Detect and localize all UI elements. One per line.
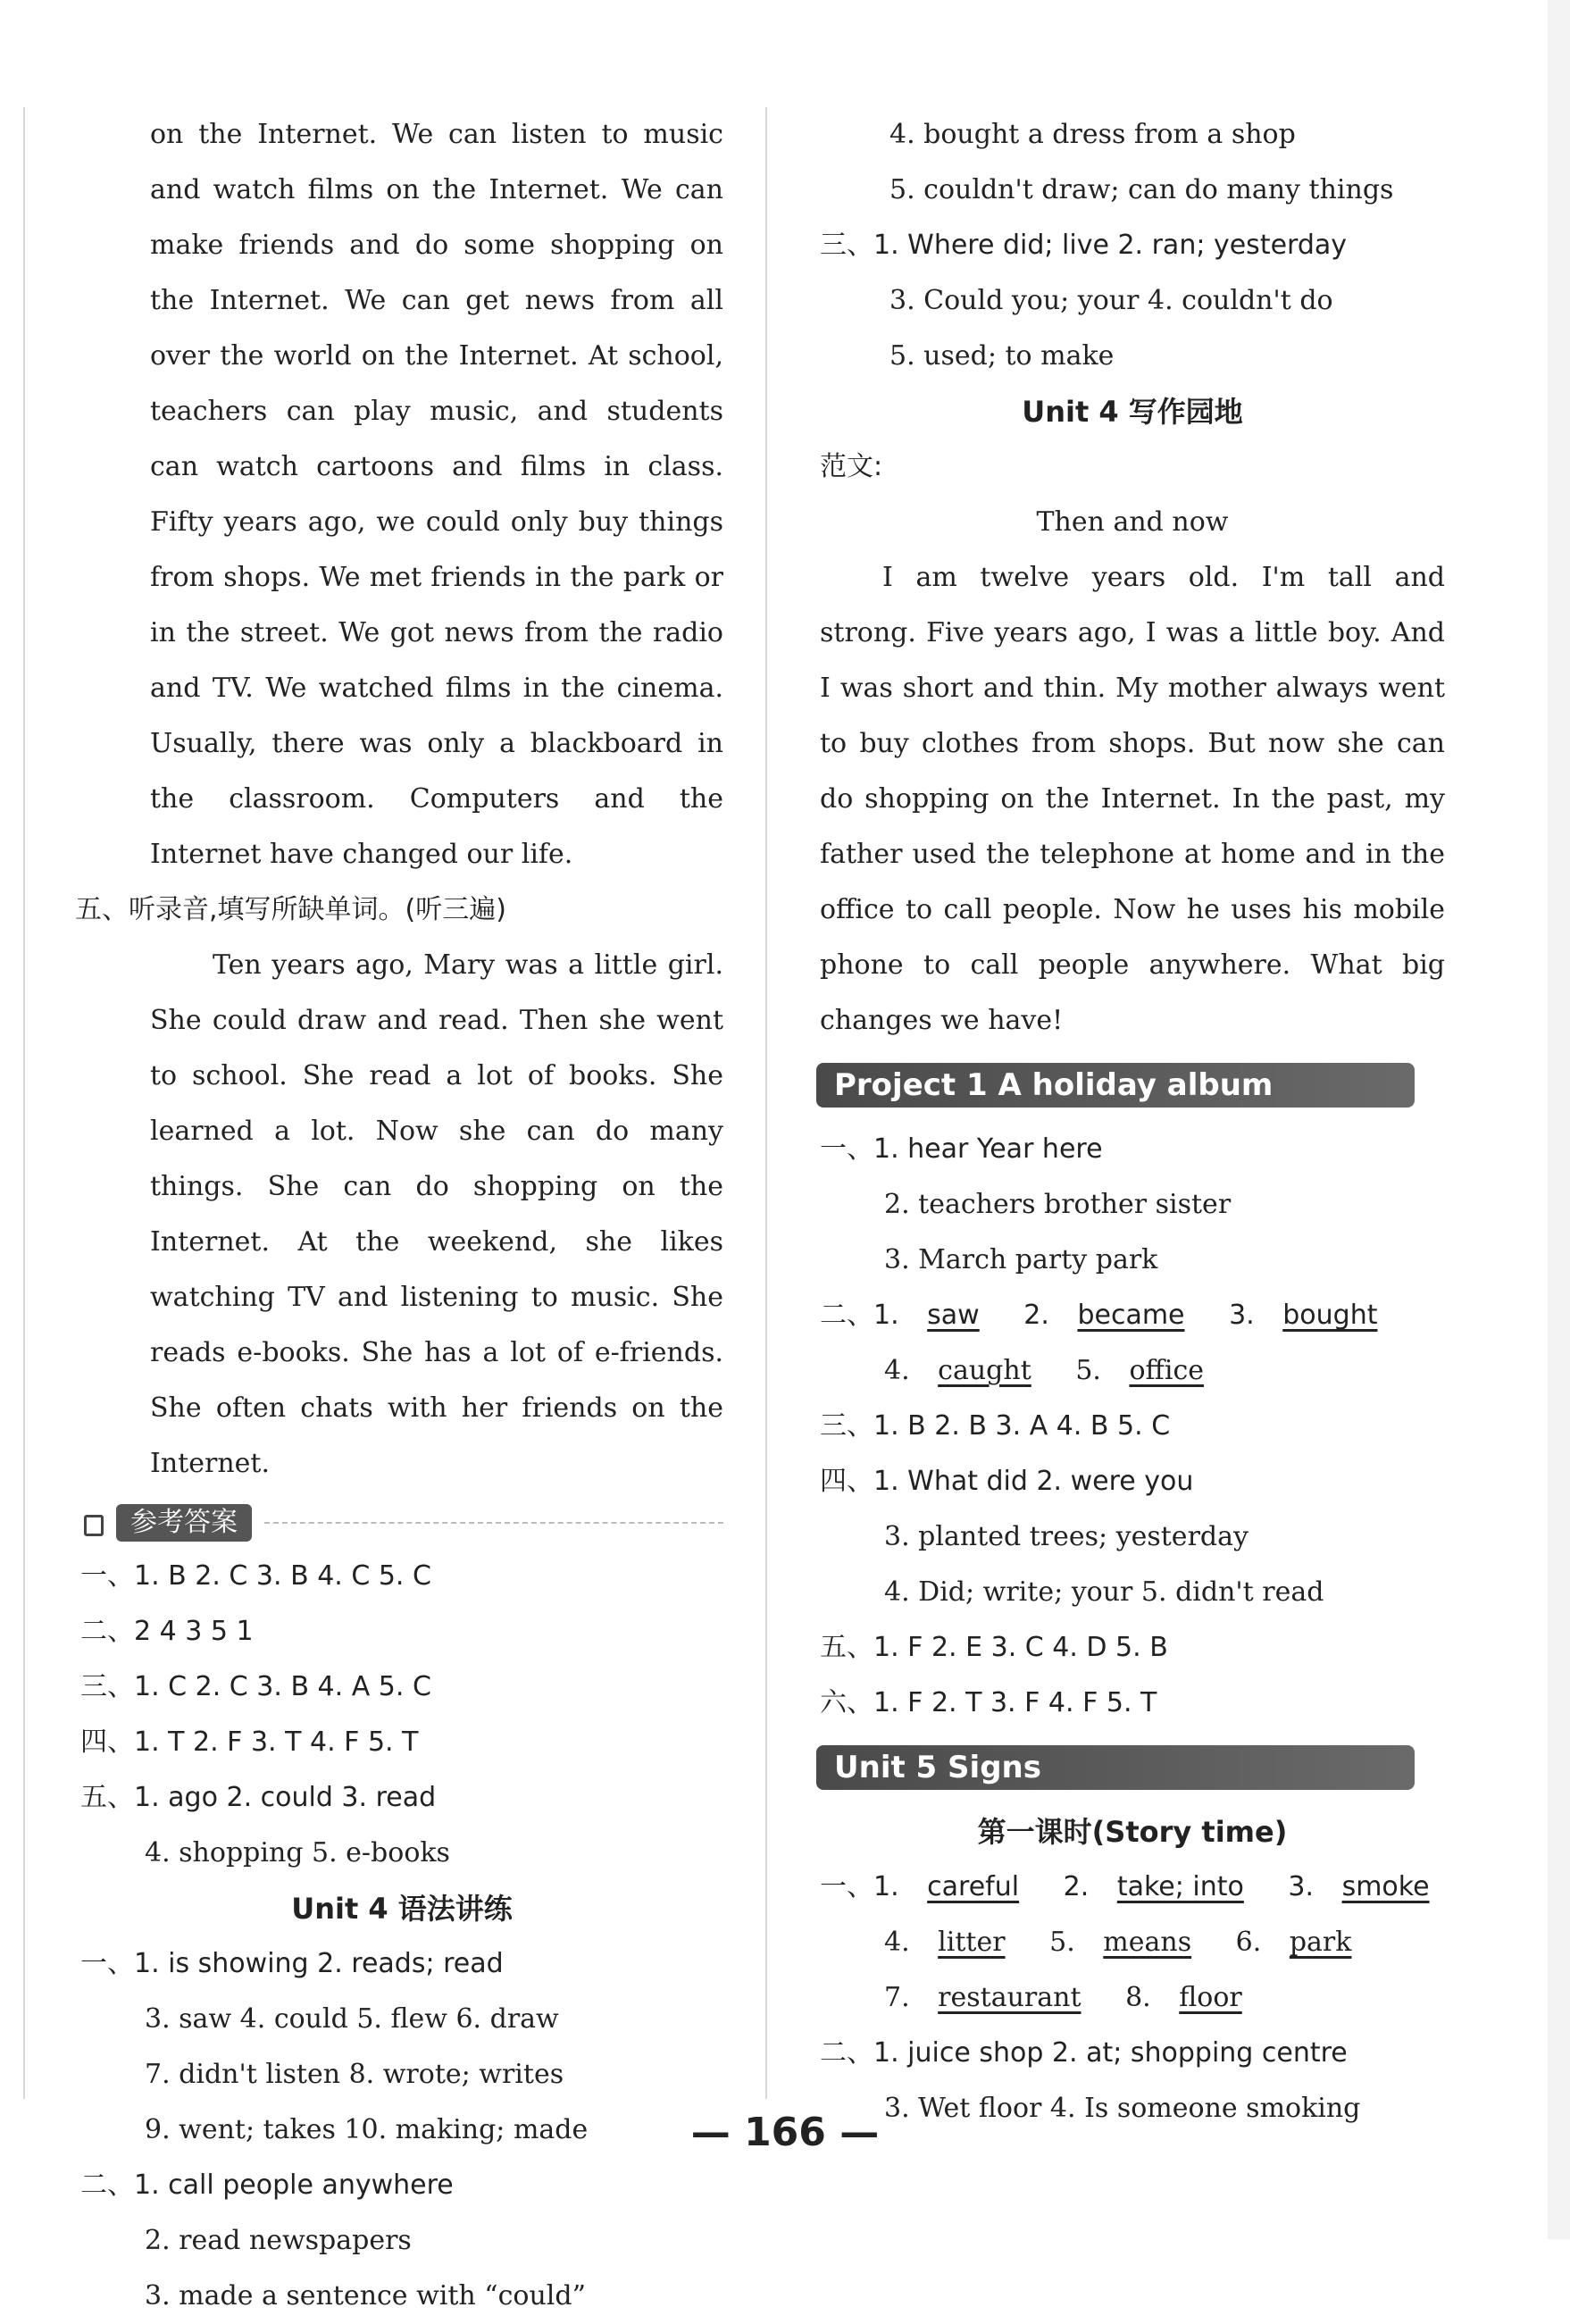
grammar-line: 3. saw 4. could 5. flew 6. draw xyxy=(145,2003,559,2035)
grammar-section-title: Unit 4 语法讲练 xyxy=(291,1892,513,1926)
underlined-answer: means xyxy=(1103,1927,1192,1958)
project-answer-line: 3. planted trees; yesterday xyxy=(884,1521,1248,1552)
answer-line: 4. shopping 5. e-books xyxy=(145,1837,450,1868)
column-divider xyxy=(765,107,767,2099)
answer-line: 四、1. T 2. F 3. T 4. F 5. T xyxy=(80,1726,419,1758)
writing-section-title: Unit 4 写作园地 xyxy=(1022,395,1243,429)
answers-header xyxy=(80,1497,723,1549)
project-answer-line: 四、1. What did 2. were you xyxy=(820,1466,1194,1497)
left-margin-line xyxy=(23,107,25,2099)
grammar-line: 9. went; takes 10. making; made xyxy=(145,2114,589,2145)
listening-passage-2: Ten years ago, Mary was a little girl. She could draw and read. Then she went to school. She read a lot of books. She learned a lot. Now she can do many things. She can do shopping on the Internet. At the weekend, she likes watching TV and listening to music. She reads e-books. She has a lot of e-friends. She often chats with her friends on the Internet. xyxy=(150,949,723,1479)
item-number: 4. xyxy=(884,1355,910,1386)
unit5-answer-line: 二、1. juice shop 2. at; shopping centre xyxy=(820,2037,1348,2069)
project-answer-line: 三、1. B 2. B 3. A 4. B 5. C xyxy=(820,1410,1171,1442)
underlined-answer: park xyxy=(1289,1927,1352,1958)
lesson-title: 第一课时(Story time) xyxy=(977,1815,1288,1849)
right-column xyxy=(820,107,1445,2136)
listening-passage-1: on the Internet. We can listen to music and watch films on the Internet. We can make friends and do some shopping on the Internet. We can get news from all over the world on the Internet. At school, teachers can play music, and students can watch cartoons and films in class. Fifty years ago, we could only buy things from shops. We met friends in the park or in the street. We got news from the radio and TV. We watched films in the cinema. Usually, there was only a blackboard in the classroom. Computers and the Internet have changed our life. xyxy=(150,119,723,870)
item-number: 2. xyxy=(1063,1871,1090,1902)
underlined-answer: smoke xyxy=(1341,1871,1430,1902)
item-number: 2. xyxy=(1023,1300,1049,1331)
unit5-answer-line xyxy=(820,1970,1445,2026)
item-number: 5. xyxy=(1049,1927,1075,1958)
answer-line: 三、1. C 2. C 3. B 4. A 5. C xyxy=(80,1671,431,1702)
left-column xyxy=(75,107,723,2324)
unit5-answer-line xyxy=(820,1915,1445,1970)
project-answer-line: 六、1. F 2. T 3. F 4. F 5. T xyxy=(820,1687,1157,1718)
task-5-title: 五、听录音,填写所缺单词。(听三遍) xyxy=(75,894,506,925)
essay-title: Then and now xyxy=(1036,506,1229,538)
book-icon xyxy=(80,1509,107,1536)
unit5-answer-line xyxy=(820,1860,1445,1915)
grammar-line: 2. read newspapers xyxy=(145,2225,412,2256)
item-number: 7. xyxy=(884,1982,910,2013)
project-answer-line: 3. March party park xyxy=(884,1244,1158,1275)
answer-line: 5. used; to make xyxy=(889,340,1115,372)
item-number: 3. xyxy=(1229,1300,1255,1331)
underlined-answer: saw xyxy=(927,1300,980,1331)
page-number: — 166 — xyxy=(690,2110,880,2155)
grammar-line: 一、1. is showing 2. reads; read xyxy=(80,1948,504,1979)
item-number: 二、1. xyxy=(820,1300,899,1331)
answer-line: 3. Could you; your 4. couldn't do xyxy=(889,285,1333,316)
unit5-answer-line: 3. Wet floor 4. Is someone smoking xyxy=(884,2093,1361,2124)
item-number: 8. xyxy=(1125,1982,1151,2013)
underlined-answer: office xyxy=(1129,1355,1205,1386)
project-answer-line: 五、1. F 2. E 3. C 4. D 5. B xyxy=(820,1632,1168,1663)
unit-5-banner: Unit 5 Signs xyxy=(816,1745,1415,1790)
sample-essay: I am twelve years old. I'm tall and strong. Five years ago, I was a little boy. And I was short and thin. My mother always went to buy clothes from shops. But now she can do shopping on the Internet. In the past, my father used the telephone at home and in the office to call people. Now he uses his mobile phone to call people anywhere. What big changes we have! xyxy=(820,562,1445,1036)
underlined-answer: take; into xyxy=(1116,1871,1244,1902)
underlined-answer: caught xyxy=(938,1355,1031,1386)
item-number: 3. xyxy=(1288,1871,1315,1902)
answer-line: 三、1. Where did; live 2. ran; yesterday xyxy=(820,230,1348,261)
underlined-answer: litter xyxy=(938,1927,1006,1958)
project-answer-line xyxy=(820,1288,1445,1343)
answer-line: 二、2 4 3 5 1 xyxy=(80,1616,254,1647)
project-answer-line xyxy=(820,1343,1445,1399)
grammar-line: 3. made a sentence with “could” xyxy=(145,2280,586,2311)
answer-line: 5. couldn't draw; can do many things xyxy=(889,174,1394,205)
right-edge-shade xyxy=(1548,0,1570,2239)
underlined-answer: became xyxy=(1077,1300,1185,1331)
project-answer-line: 2. teachers brother sister xyxy=(884,1189,1232,1220)
item-number: 5. xyxy=(1075,1355,1101,1386)
answers-divider xyxy=(264,1522,723,1524)
item-number: 一、1. xyxy=(820,1871,899,1902)
answer-line: 一、1. B 2. C 3. B 4. C 5. C xyxy=(80,1560,431,1592)
project-answer-line: 一、1. hear Year here xyxy=(820,1133,1103,1165)
underlined-answer: floor xyxy=(1179,1982,1242,2013)
answer-line: 五、1. ago 2. could 3. read xyxy=(80,1782,437,1813)
underlined-answer: careful xyxy=(927,1871,1020,1902)
grammar-line: 7. didn't listen 8. wrote; writes xyxy=(145,2059,564,2090)
sample-essay-label: 范文: xyxy=(820,451,883,482)
grammar-line: 二、1. call people anywhere xyxy=(80,2169,454,2201)
item-number: 4. xyxy=(884,1927,910,1958)
item-number: 6. xyxy=(1235,1927,1262,1958)
answers-label: 参考答案 xyxy=(116,1504,252,1542)
underlined-answer: bought xyxy=(1282,1300,1378,1331)
project-1-banner: Project 1 A holiday album xyxy=(816,1063,1415,1108)
answer-line: 4. bought a dress from a shop xyxy=(889,119,1296,150)
underlined-answer: restaurant xyxy=(938,1982,1081,2013)
project-answer-line: 4. Did; write; your 5. didn't read xyxy=(884,1576,1324,1608)
